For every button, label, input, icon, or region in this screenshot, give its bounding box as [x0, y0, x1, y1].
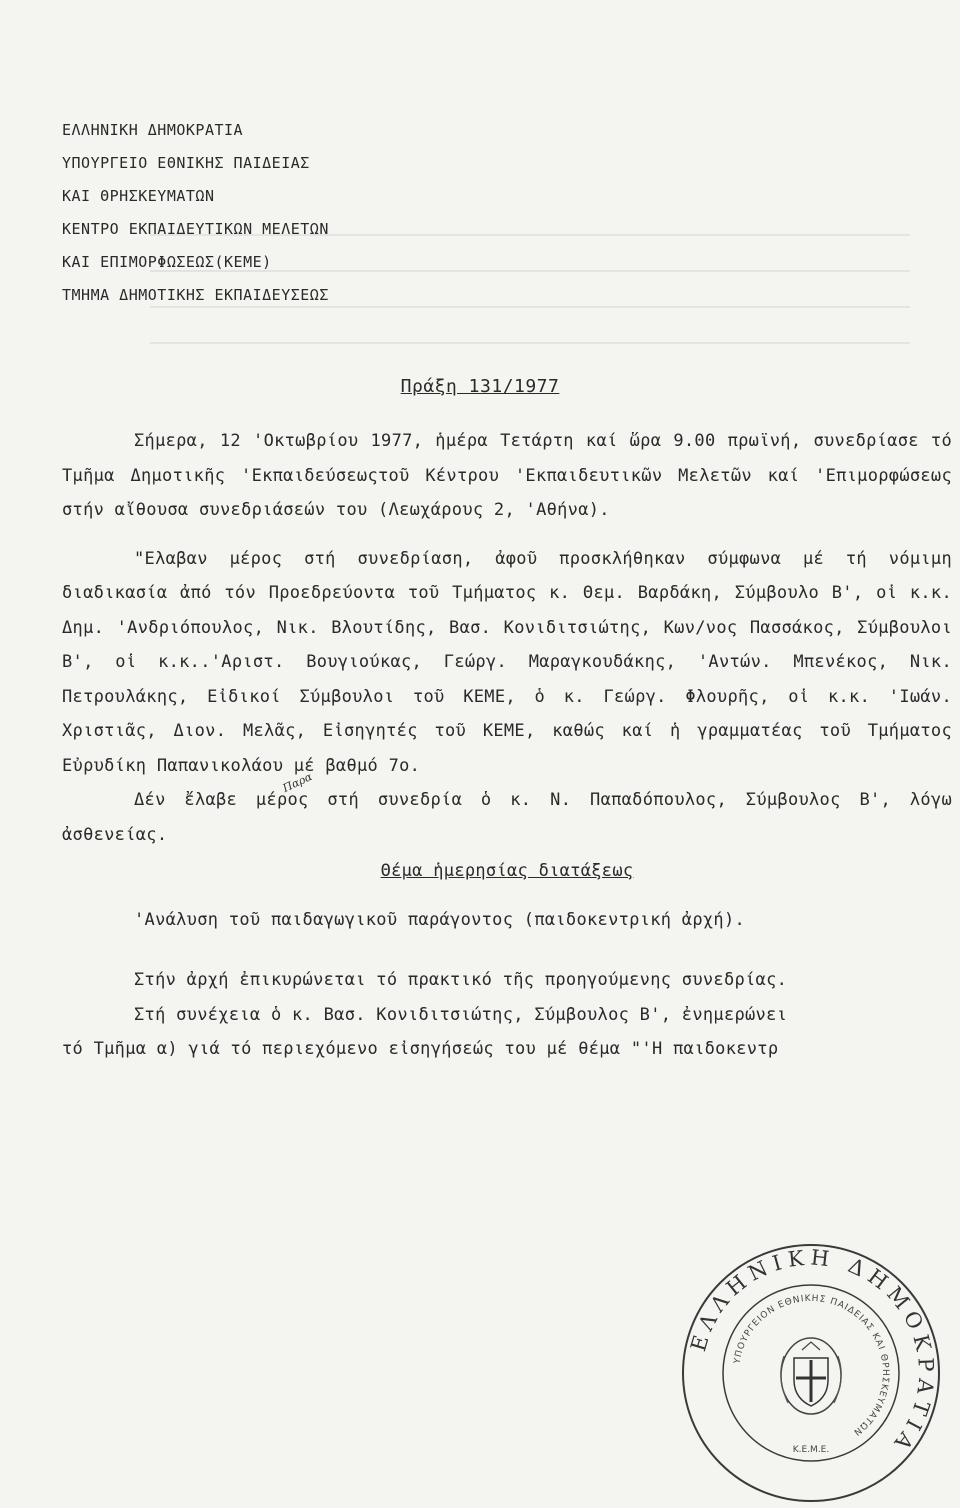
- letterhead-line: ΚΕΝΤΡΟ ΕΚΠΑΙΔΕΥΤΙΚΩΝ ΜΕΛΕΤΩΝ: [62, 220, 329, 238]
- agenda-heading: [62, 854, 952, 889]
- paragraph-briefing-continued: τό Τμῆμα α) γιά τό περιεχόμενο εἰσηγήσεώς του μέ θέμα "'Η παιδοκεντρ: [62, 1039, 779, 1059]
- letterhead-line: ΚΑΙ ΕΠΙΜΟΡΦΩΣΕΩΣ(ΚΕΜΕ): [62, 253, 272, 271]
- official-seal: [676, 1238, 946, 1508]
- paragraph-absent: Δέν ἔλαβε μέρος στή συνεδρία ὁ κ. Ν. Παπαδόπουλος, Σύμβουλος Β', λόγω ἀσθενείας.: [62, 790, 952, 845]
- document-title: [0, 376, 960, 397]
- letterhead-line: ΥΠΟΥΡΓΕΙΟ ΕΘΝΙΚΗΣ ΠΑΙΔΕΙΑΣ: [62, 154, 310, 172]
- paragraph-briefing: Στή συνέχεια ὁ κ. Βασ. Κονιδιτσιώτης, Σύμβουλος Β', ἐνημερώνει: [134, 1004, 788, 1025]
- title-text: Πράξη 131/1977: [400, 376, 560, 397]
- coat-of-arms-emblem: [781, 1338, 841, 1414]
- letterhead-line: ΕΛΛΗΝΙΚΗ ΔΗΜΟΚΡΑΤΙΑ: [62, 121, 244, 139]
- paragraph-opening: Σήμερα, 12 'Οκτωβρίου 1977, ἡμέρα Τετάρτη καί ὥρα 9.00 πρωϊνή, συνεδρίασε τό Τμῆμα Δημοτικῆς 'Εκπαιδεύσεωςτοῦ Κέντρου 'Εκπαιδευτικῶν Μελετῶν καί 'Επιμορφώσεως στήν αἴθουσα συνεδριάσεών του (Λεωχάρους 2, 'Αθήνα).: [62, 431, 952, 520]
- document-body: [62, 424, 952, 1067]
- paragraph-attendees: "Ελαβαν μέρος στή συνεδρίαση, ἀφοῦ προσκλήθηκαν σύμφωνα μέ τή νόμιμη διαδικασία ἀπό τόν Προεδρεύοντα τοῦ Τμήματος κ. Θεμ. Βαρδάκη, Σύμβουλο Β', οἱ κ.κ. Δημ. 'Ανδριόπουλος, Νικ. Βλουτίδης, Βασ. Κονιδιτσιώτης, Κων/νος Πασσάκος, Σύμβουλοι Β', οἱ κ.κ..'Αριστ. Βουγιούκας, Γεώργ. Μαραγκουδάκης, 'Αντών. Μπενέκος, Νικ. Πετρουλάκης, Εἰδικοί Σύμβουλοι τοῦ ΚΕΜΕ, ὁ κ. Γεώργ. Φλουρῆς, οἱ κ.κ. 'Ιωάν. Χριστιᾶς, Διον. Μελᾶς, Εἰσηγητές τοῦ ΚΕΜΕ, καθώς καί ἡ γραμματέας τοῦ Τμήματος Εὐρυδίκη Παπανικολάου μέ βαθμό 7ο.: [62, 548, 952, 776]
- letterhead-line: ΚΑΙ ΘΡΗΣΚΕΥΜΑΤΩΝ: [62, 187, 215, 205]
- agenda-topic: 'Ανάλυση τοῦ παιδαγωγικοῦ παράγοντος (παιδοκεντρική ἀρχή).: [134, 909, 746, 930]
- letterhead: [62, 114, 582, 312]
- agenda-heading-text: Θέμα ἡμερησίας διατάξεως: [380, 861, 634, 881]
- seal-bottom-text: Κ.Ε.Μ.Ε.: [792, 1445, 830, 1455]
- letterhead-line: ΤΜΗΜΑ ΔΗΜΟΤΙΚΗΣ ΕΚΠΑΙΔΕΥΣΕΩΣ: [62, 286, 329, 304]
- seal-outer-text: ΕΛΛΗΝΙΚΗ ΔΗΜΟΚΡΑΤΙΑ: [686, 1245, 939, 1459]
- seal-inner-text: ΥΠΟΥΡΓΕΙΟΝ ΕΘΝΙΚΗΣ ΠΑΙΔΕΙΑΣ ΚΑΙ ΘΡΗΣΚΕΥΜΑΤΩΝ: [732, 1293, 891, 1438]
- handwritten-annotation: Παρα: [280, 770, 315, 795]
- paragraph-minutes-approval: Στήν ἀρχή ἐπικυρώνεται τό πρακτικό τῆς προηγούμενης συνεδρίας.: [134, 970, 788, 990]
